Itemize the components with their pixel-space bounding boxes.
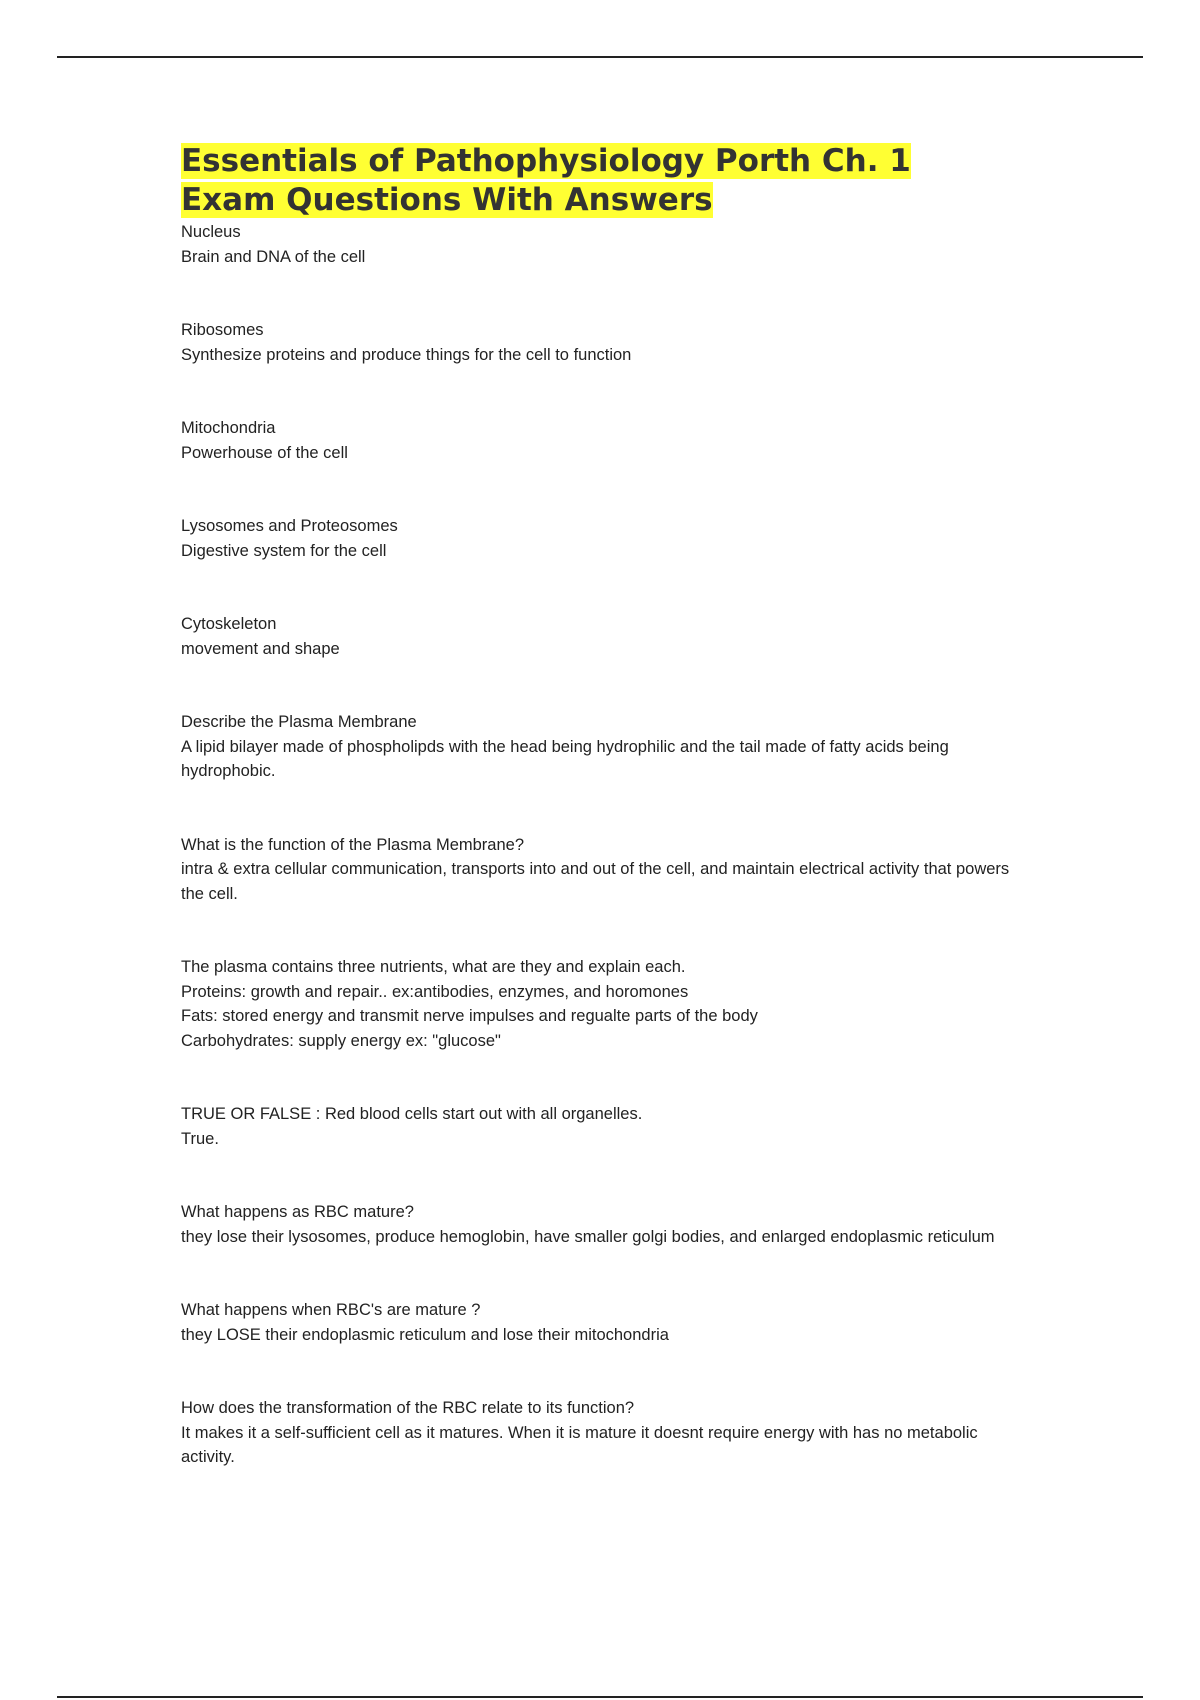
qa-list	[181, 220, 1021, 1470]
question: Cytoskeleton	[181, 615, 277, 633]
question: Describe the Plasma Membrane	[181, 713, 417, 731]
answer: intra & extra cellular communication, transports into and out of the cell, and maintain electrical activity that powers the cell.	[181, 860, 1010, 903]
question: The plasma contains three nutrients, what are they and explain each.	[181, 958, 686, 976]
question: What happens when RBC's are mature ?	[181, 1301, 481, 1319]
question: What is the function of the Plasma Membrane?	[181, 835, 525, 854]
qa-item	[181, 1396, 1021, 1470]
answer: Carbohydrates: supply energy ex: "glucose"	[181, 1031, 501, 1050]
question: What happens as RBC mature?	[181, 1203, 414, 1221]
qa-item	[181, 710, 1021, 784]
question: Nucleus	[181, 223, 241, 241]
top-rule	[57, 56, 1143, 58]
answer: Proteins: growth and repair.. ex:antibodies, enzymes, and horomones	[181, 982, 689, 1001]
qa-item	[181, 318, 1021, 367]
question: Mitochondria	[181, 419, 276, 437]
answer: True.	[181, 1129, 219, 1148]
answer: Powerhouse of the cell	[181, 443, 348, 462]
page-title	[181, 142, 1021, 220]
qa-item	[181, 416, 1021, 465]
qa-item	[181, 1102, 1021, 1151]
answer: A lipid bilayer made of phospholipds with the head being hydrophilic and the tail made of fatty acids being hydrophobic.	[181, 737, 949, 780]
answer: they lose their lysosomes, produce hemoglobin, have smaller golgi bodies, and enlarged endoplasmic reticulum	[181, 1227, 995, 1246]
answer: movement and shape	[181, 639, 340, 658]
answer: Fats: stored energy and transmit nerve impulses and regualte parts of the body	[181, 1007, 758, 1025]
title-line-2: Exam Questions With Answers	[181, 182, 713, 218]
question: Lysosomes and Proteosomes	[181, 517, 398, 535]
answer: they LOSE their endoplasmic reticulum and lose their mitochondria	[181, 1325, 669, 1344]
qa-item	[181, 833, 1021, 907]
answer: Synthesize proteins and produce things for the cell to function	[181, 345, 632, 364]
title-line-1: Essentials of Pathophysiology Porth Ch. 1	[181, 143, 911, 179]
document-body	[181, 142, 1021, 1519]
qa-item	[181, 955, 1021, 1053]
question: Ribosomes	[181, 321, 264, 339]
answer: Digestive system for the cell	[181, 541, 387, 560]
qa-item	[181, 1200, 1021, 1249]
question: How does the transformation of the RBC relate to its function?	[181, 1399, 635, 1417]
qa-item	[181, 1298, 1021, 1347]
answer: It makes it a self-sufficient cell as it matures. When it is mature it doesnt require energy with has no metabolic activity.	[181, 1423, 978, 1466]
bottom-rule	[57, 1696, 1143, 1698]
answer: Brain and DNA of the cell	[181, 247, 366, 266]
qa-item	[181, 220, 1021, 269]
question: TRUE OR FALSE : Red blood cells start out with all organelles.	[181, 1105, 643, 1123]
qa-item	[181, 514, 1021, 563]
qa-item	[181, 612, 1021, 661]
